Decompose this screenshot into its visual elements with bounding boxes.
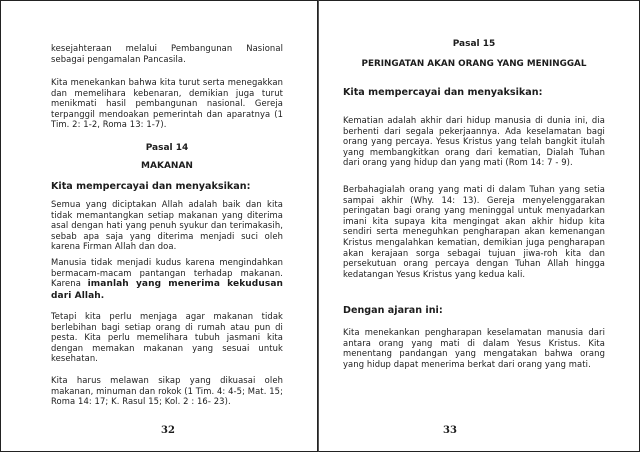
left-paragraph-5: Kita harus melawan sikap yang dikuasai oleh makanan, minuman dan rokok (1 Tim. 4: 4-5; Mat. 15; Roma 14: 17; K. Rasul 15; Kol. 2 : 16- 23).	[51, 375, 283, 407]
right-section-number: Pasal 15	[452, 39, 496, 49]
right-paragraph-3: Kita menekankan pengharapan keselamatan manusia dari antara orang yang mati di dalam Yesus Kristus. Kita menentang pandangan yang mengatakan bahwa orang yang hidup dapat menerima berkat dari orang yang mati.	[343, 327, 605, 369]
left-paragraph-1: Kita menekankan bahwa kita turut serta menegakkan dan memelihara kebenaran, demikian juga turut menikmati hasil pembangunan nasional. Gereja terpanggil mendoakan pemerintah dan aparatnya (1 Tim. 2: 1-2, Roma 13: 1-7).	[51, 77, 283, 130]
right-section-title: PERINGATAN AKAN ORANG YANG MENINGGAL	[361, 59, 587, 69]
left-section-number: Pasal 14	[145, 143, 189, 153]
right-paragraph-1: Kematian adalah akhir dari hidup manusia di dunia ini, dia berhenti dari segala pekerjaannya. Ada keselamatan bagi orang yang percaya. Yesus Kristus yang telah bangkit itulah yang membangkitkan orang dari kematian, Dialah Tuhan dari orang yang hidup dan yang mati (Rom 14: 7 - 9).	[343, 115, 605, 168]
left-subheading: Kita mempercayai dan menyaksikan:	[51, 181, 251, 192]
left-section-title: MAKANAN	[141, 161, 193, 171]
left-paragraph-4: Tetapi kita perlu menjaga agar makanan tidak berlebihan bagi setiap orang di rumah atau pun di pesta. Kita perlu memelihara tubuh jasmani kita dengan memakan makanan yang sesuai untuk kesehatan.	[51, 311, 283, 364]
right-paragraph-2: Berbahagialah orang yang mati di dalam Tuhan yang setia sampai akhir (Why. 14: 13). Gereja menyelenggarakan peringatan bagi orang yang meninggal untuk menyadarkan imani kita supaya kita mengingat akan akhir hidup kita sendiri serta meneguhkan pengharapan akan kemenangan Kristus mengalahkan kematian, demikian juga pengharapan akan kerajaan sorga sebagai tujuan jiwa-roh kita dan persekutuan orang percaya dengan Tuhan Allah hingga kedatangan Yesus Kristus yang kedua kali.	[343, 184, 605, 279]
right-page	[318, 0, 640, 452]
left-paragraph-3-normal: Manusia tidak menjadi kudus karena mengindahkan bermacam-macam pantangan terhadap makanan. Karena	[51, 257, 283, 289]
right-subheading-2: Dengan ajaran ini:	[343, 305, 443, 316]
left-paragraph-3-bold: imanlah yang menerima kekudusan dari Allah.	[51, 279, 283, 301]
left-intro-text: kesejahteraan melalui Pembangunan Nasional sebagai pengamalan Pancasila.	[51, 43, 283, 64]
right-subheading-1: Kita mempercayai dan menyaksikan:	[343, 87, 543, 98]
left-paragraph-3	[51, 257, 283, 301]
right-page-number: 33	[443, 425, 457, 436]
left-paragraph-2: Semua yang diciptakan Allah adalah baik dan kita tidak memantangkan setiap makanan yang diterima asal dengan hati yang penuh syukur dan terimakasih, sebab apa saja yang diterima menjadi suci oleh karena Firman Allah dan doa.	[51, 199, 283, 252]
left-page-number: 32	[161, 425, 175, 436]
left-page	[0, 0, 318, 452]
